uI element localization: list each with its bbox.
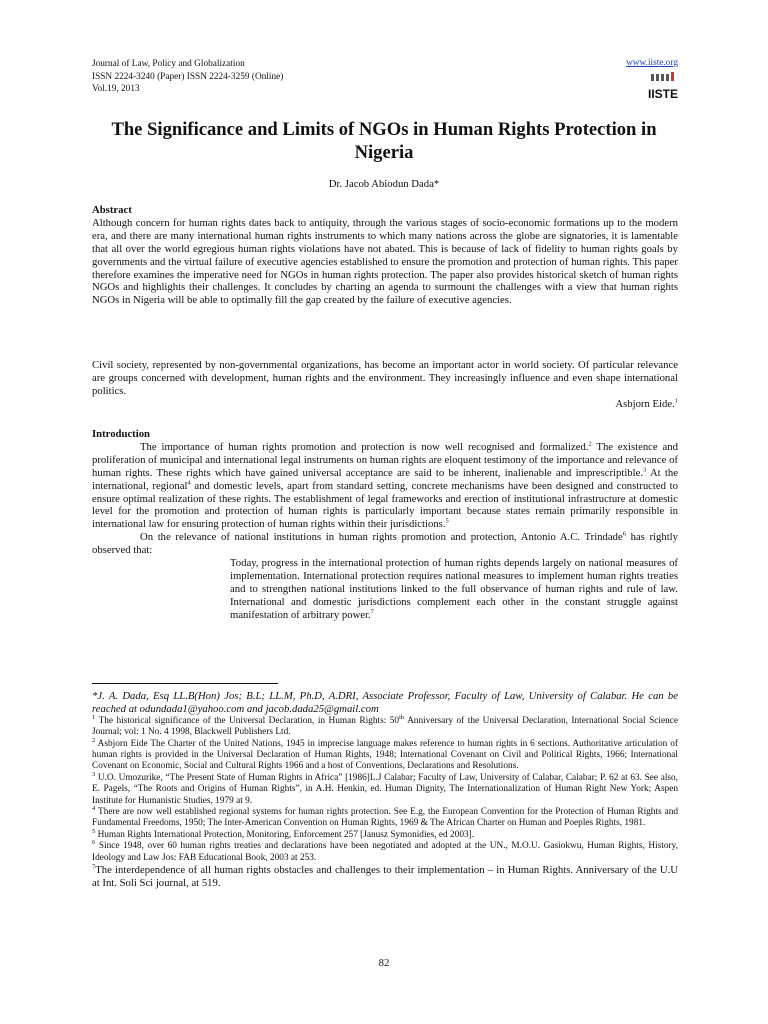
footnotes <box>92 690 678 890</box>
footnote-7: $^7$The interdependence of all human rights obstacles and challenges to their implementation – in Human Rights. Anniversary of the U.U at Int. Soli Sci journal, at 519. <box>92 863 678 889</box>
epigraph-attribution: Asbjorn Eide.$^1$ <box>615 397 678 410</box>
paper-title: The Significance and Limits of NGOs in Human Rights Protection in Nigeria <box>111 119 657 163</box>
block-quote: Today, progress in the international protection of human rights depends largely on national measures of implementation. International protection requires national measures to implement human rights treaties and to strengthen national institutions linked to the full observance of human rights and rule of law. International and domestic jurisdictions complement each other in the constant struggle against manifestation of arbitrary power.$^7$ <box>230 557 678 621</box>
journal-volume: Vol.19, 2013 <box>92 84 140 95</box>
logo-text: IISTE <box>648 87 678 101</box>
footnote-divider <box>92 683 278 684</box>
iiste-logo <box>648 72 678 102</box>
journal-issn: ISSN 2224-3240 (Paper) ISSN 2224-3259 (Online) <box>92 71 284 82</box>
footnote-ref: 7 <box>370 608 374 616</box>
footnote-ref: 5 <box>445 517 449 525</box>
epigraph <box>92 359 678 411</box>
footnote-6: $^6$ Since 1948, over 60 human rights treaties and declarations have been negotiated and adopted at the UN., M.O.U. Gasiokwu, Human Rights, History, Ideology and Law Jos: FAB Educational Book, 2003 at 253. <box>92 839 678 863</box>
journal-name: Journal of Law, Policy and Globalization <box>92 59 245 69</box>
footnote-ref: 2 <box>588 440 592 448</box>
footnote-3: $^3$ U.O. Umozurike, “The Present State of Human Rights in Africa” [1986]L.J Calabar; Faculty of Law, University of Calabar, Calabar; P. 62 at 63. See also, E. Pagels, “The Roots and Origins of Human Rights”, in A.H. Henkin, ed. Human Dignity, The Internationalization of Human Right New York; Aspen Institute for Humanistic Studies, 1979 at 9. <box>92 770 678 806</box>
footnote-ref: 1 <box>674 397 678 405</box>
footnote-1: $^1$ The historical significance of the Universal Declaration, in Human Rights: 50th Anniversary of the Universal Declaration, International Social Science Journal; vol: 1 No. 4 1998, Blackwell Publishers Ltd. <box>92 713 679 738</box>
footnote-ref: 3 <box>643 466 647 474</box>
introduction-paragraph-1: The importance of human rights promotion and protection is now well recognised and formalized.$^2$ The existence and proliferation of municipal and international legal instruments on human rights are eloquent testimony of the importance and relevance of human rights. These rights which have gained universal acceptance are said to be inherent, inalienable and imprescriptible.$^3$ At the international, regional$^4$ and domestic levels, apart from standard setting, concrete mechanisms have been designed and constructed to ensure optimal realization of these rights. The establishment of legal frameworks and erection of institutional infrastructure at domestic level for the promotion and protection of human rights is particularly important because states remain primarily responsible in international law for ensuring protection of human rights within their jurisdictions.$^5$ <box>92 440 678 531</box>
journal-header <box>92 58 283 96</box>
abstract-heading: Abstract <box>92 204 132 216</box>
paper-author: Dr. Jacob Abiodun Dada* <box>328 178 440 190</box>
footnote-2: $^2$ Asbjorn Eide The Charter of the United Nations, 1945 in imprecise language makes reference to human rights in 6 sections. Authoritative articulation of human rights is provided in the Universal Declaration of Human Rights, 1948; International Covenant on Civil and Political Rights, 1966; International Covenant on Economic, Social and Cultural Rights 1966 and a host of Conventions, Declarations and Resolutions. <box>92 736 678 772</box>
abstract-text: Although concern for human rights dates back to antiquity, through the various stages of socio-economic formations up to the modern era, and there are many international human rights instruments to which many nations across the globe are signatories, it is lamentable that all over the world egregious human rights violations have not abated. This is because of lack of fidelity to human rights goals by governments and the virtual failure of executive agencies established to ensure the promotion and protection of human rights. This paper therefore examines the imperative need for NGOs in human rights protection. The paper also provides historical sketch of human rights NGOs and highlights their challenges. It concludes by charting an agenda to surmount the challenges with a view that human rights NGOs in Nigeria will be able to optimally fill the gap created by the failure of executive agencies. <box>92 216 678 307</box>
footnote-5: $^5$ Human Rights International Protection, Monitoring, Enforcement 257 [Janusz Symonidies, ed 2003]. <box>92 827 475 840</box>
introduction-paragraph-2: On the relevance of national institutions in human rights promotion and protection, Antonio A.C. Trindade$^6$ has rightly observed that: <box>92 530 678 557</box>
footnote-4: $^4$ There are now well established regional systems for human rights protection. See E.g, the European Convention for the Protection of Human Rights and Fundamental Freedoms, 1950; The Inter-American Convention on Human Rights, 1969 & The African Charter on Human and Poeples Rights, 1981. <box>92 804 678 829</box>
footnote-ref: 4 <box>187 479 191 487</box>
footnote-ref: 6 <box>622 530 626 538</box>
page-number: 82 <box>378 957 390 969</box>
introduction-section <box>92 428 678 622</box>
epigraph-text: Civil society, represented by non-governmental organizations, has become an important actor in world society. Of particular relevance are groups concerned with development, human rights and the environment. They increasingly influence and even shape international politics. <box>92 359 678 397</box>
introduction-heading: Introduction <box>92 428 151 440</box>
journal-website-link[interactable]: www.iiste.org <box>626 58 678 68</box>
abstract-section <box>92 204 678 307</box>
author-footnote: *J. A. Dada, Esq LL.B(Hon) Jos; B.L; LL.M, Ph.D, A.DRI, Associate Professor, Faculty of Law, University of Calabar. He can be reached at odundada1@yahoo.com and jacob.dada25@gmail.com <box>92 690 678 715</box>
